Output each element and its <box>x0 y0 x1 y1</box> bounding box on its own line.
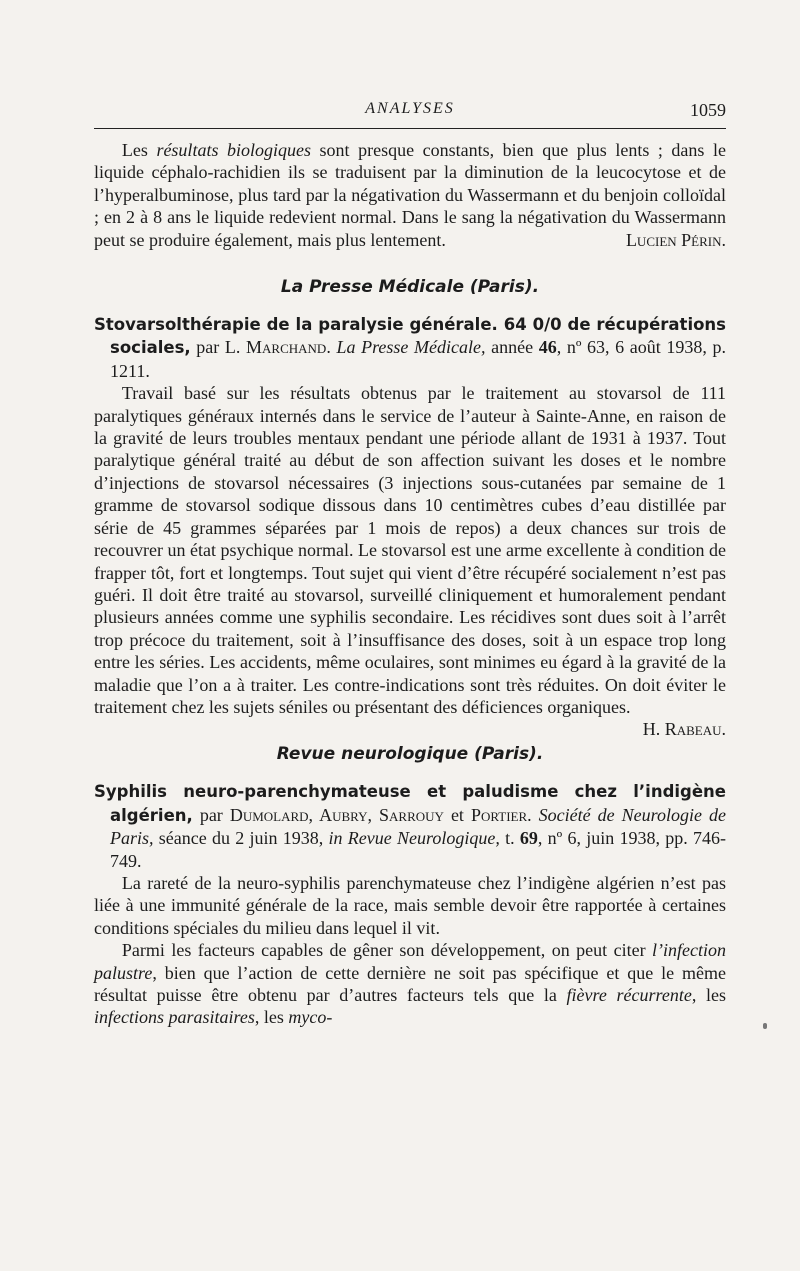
article2-reference <box>94 780 726 872</box>
article2-in-source: in Revue Neurologique, <box>328 828 500 849</box>
article2-p2-term2: fièvre récurrente <box>566 985 692 1005</box>
article2-citation-rest: , nº 6, juin 1938, pp. 746-749. <box>110 828 726 871</box>
running-head <box>94 98 726 126</box>
article2-paragraph-2 <box>94 939 726 1029</box>
article1-author: Marchand <box>246 337 327 358</box>
article2-p2-term1: l’infection palustre <box>94 940 726 983</box>
article2-p2-term3: infections parasitaires <box>94 1007 255 1028</box>
article1-source: La Presse Médicale, <box>336 337 486 358</box>
article2-and: et <box>443 804 471 825</box>
article2-authors: Dumolard, Aubry, Sarrouy <box>229 804 444 825</box>
journal-heading-2: Revue neurologique (Paris). <box>276 744 544 765</box>
article2-session: séance du 2 juin 1938, <box>153 828 329 849</box>
article1-year-num: 46 <box>538 337 557 358</box>
article2-sep: . <box>527 804 539 825</box>
article2-p2-b: , bien que l’action de cette dernière ne soit pas spécifique et que le même résultat puisse être obtenu par d’autres facteurs tels que la <box>94 962 726 1005</box>
section1-paragraph <box>94 139 726 251</box>
article2-by: par <box>192 804 230 825</box>
article2-p2-d: , les <box>254 1007 289 1028</box>
article1-signature: H. Rabeau. <box>642 719 726 740</box>
article1-body-text: Travail basé sur les résultats obtenus par le traitement au stovarsol de 111 paralytiques généraux internés dans le service de l’auteur à Sainte-Anne, en raison de la gravité de leurs troubles mentaux pendant une période allant de 1931 à 1937. Tout paralytique général traité au début de son affection suivant les doses et le nombre d’injections de stovarsol nécessaires (3 injections sous-cutanées par semaine de 1 gramme de stovarsol sodique dissous dans 10 centimètres cubes d’eau distillée par série de 45 grammes séparées par 1 mois de repos) a deux chances sur trois de recouvrer un état psychique normal. Le stovarsol est une arme excellente à condition de frapper tôt, fort et longtemps. Tout sujet qui vient d’être récupéré socialement n’est pas guéri. Il doit être traité au stovarsol, surveillé cliniquement et humoralement pendant plusieurs années comme une syphilis secondaire. Les récidives sont dues soit à l’arrêt trop précoce du traitement, soit à l’insuffisance des doses, soit à un espace trop long entre les séries. Les accidents, même oculaires, sont minimes eu égard à la gravité de la maladie que l’on a à traiter. Les contre-indications sont très réduites. On doit éviter le traitement chez les sujets séniles ou présentant des déficiences organiques. <box>94 383 726 717</box>
section1-signature: Lucien Périn. <box>625 229 726 250</box>
article2-vol-prefix: t. <box>499 828 520 849</box>
header-rule <box>94 128 726 129</box>
article2-source: Société de Neurologie de Paris, <box>110 804 727 849</box>
journal-page <box>94 98 726 1029</box>
article2-p2-c: , les <box>691 985 726 1005</box>
section1-intro: Les <box>121 140 157 160</box>
article1-reference <box>94 313 726 382</box>
article2-paragraph-1: La rareté de la neuro-syphilis parenchymateuse chez l’indigène algérien n’est pas liée à une immunité générale de la race, mais semble devoir être rapportée à certaines conditions spéciales du milieu dans lequel il vit. <box>94 872 726 938</box>
section1-text: sont presque constants, bien que plus lents ; dans le liquide céphalo-rachidien ils se traduisent par la diminution de la leucocytose et de l’hyperalbuminose, plus tard par la négativation du Wassermann et du benjoin colloïdal ; en 2 à 8 ans le liquide redevient normal. Dans le sang la négativation du Wassermann peut se produire également, mais plus lentement. <box>94 140 726 250</box>
article1-sep: . <box>326 337 337 358</box>
article1-year-prefix: année <box>485 337 539 358</box>
article2-p2-a: Parmi les facteurs capables de gêner son développement, on peut citer <box>121 940 653 961</box>
article1-by: par L. <box>190 337 247 358</box>
paper-speck <box>763 1023 767 1029</box>
page-number: 1059 <box>690 100 726 120</box>
article2-vol-num: 69 <box>519 828 538 849</box>
article2-title: Syphilis neuro-parenchymateuse et paludisme chez l’indigène algérien, <box>94 782 726 825</box>
article1-title: Stovarsolthérapie de la paralysie générale. 64 0/0 de récupérations sociales, <box>94 315 726 358</box>
running-title: ANALYSES <box>365 100 455 117</box>
journal-heading-1: La Presse Médicale (Paris). <box>280 277 540 298</box>
article1-body <box>94 382 726 740</box>
article2-author-last: Portier <box>470 804 528 825</box>
article1-citation-rest: , nº 63, 6 août 1938, p. 1211. <box>110 337 727 381</box>
section1-term: résultats biologiques <box>156 140 311 160</box>
article2-p2-term4: myco- <box>288 1007 333 1028</box>
